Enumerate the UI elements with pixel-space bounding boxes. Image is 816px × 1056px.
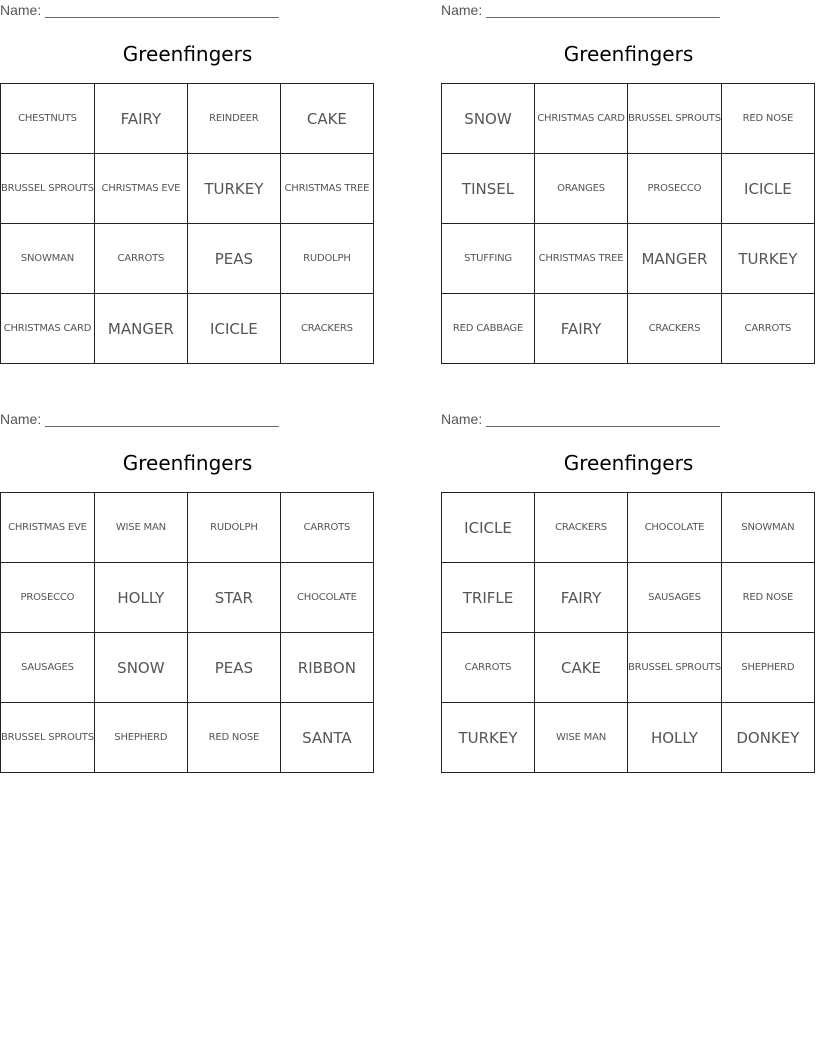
name-field: Name: ______________________________ xyxy=(0,411,279,427)
grid-cell: FAIRY xyxy=(94,84,187,154)
grid-cell: RED NOSE xyxy=(187,703,280,773)
grid-cell: CHOCOLATE xyxy=(280,563,373,633)
grid-row xyxy=(442,224,815,294)
grid-row xyxy=(442,563,815,633)
grid-cell: PEAS xyxy=(187,224,280,294)
grid-cell: CHRISTMAS CARD xyxy=(1,294,95,364)
bingo-grid xyxy=(0,492,374,773)
grid-cell: RUDOLPH xyxy=(280,224,373,294)
grid-cell: STUFFING xyxy=(442,224,535,294)
grid-row xyxy=(442,294,815,364)
grid-cell: CHRISTMAS EVE xyxy=(94,154,187,224)
grid-row xyxy=(1,84,374,154)
grid-cell: WISE MAN xyxy=(94,493,187,563)
grid-cell: RED NOSE xyxy=(721,84,814,154)
name-field: Name: ______________________________ xyxy=(0,2,279,18)
grid-cell: CARROTS xyxy=(721,294,814,364)
grid-cell: HOLLY xyxy=(94,563,187,633)
grid-cell: RIBBON xyxy=(280,633,373,703)
name-field: Name: ______________________________ xyxy=(441,2,720,18)
grid-cell: CRACKERS xyxy=(628,294,722,364)
grid-row xyxy=(442,154,815,224)
grid-cell: SNOW xyxy=(94,633,187,703)
grid-cell: FAIRY xyxy=(535,294,628,364)
card-title: Greenfingers xyxy=(122,42,253,66)
grid-cell: BRUSSEL SPROUTS xyxy=(628,633,722,703)
card-title: Greenfingers xyxy=(122,451,253,475)
grid-row xyxy=(1,633,374,703)
grid-row xyxy=(1,563,374,633)
grid-cell: CHESTNUTS xyxy=(1,84,95,154)
grid-cell: CHRISTMAS EVE xyxy=(1,493,95,563)
card-title: Greenfingers xyxy=(563,42,694,66)
grid-cell: CRACKERS xyxy=(535,493,628,563)
grid-cell: CAKE xyxy=(280,84,373,154)
grid-row xyxy=(442,84,815,154)
grid-cell: CHOCOLATE xyxy=(628,493,722,563)
grid-cell: DONKEY xyxy=(721,703,814,773)
grid-row xyxy=(442,703,815,773)
grid-cell: PEAS xyxy=(187,633,280,703)
grid-cell: ORANGES xyxy=(535,154,628,224)
grid-row xyxy=(1,224,374,294)
grid-cell: SHEPHERD xyxy=(721,633,814,703)
grid-cell: ICICLE xyxy=(187,294,280,364)
grid-cell: RED NOSE xyxy=(721,563,814,633)
grid-row xyxy=(1,294,374,364)
grid-cell: RED CABBAGE xyxy=(442,294,535,364)
grid-cell: ICICLE xyxy=(442,493,535,563)
grid-cell: TURKEY xyxy=(442,703,535,773)
grid-cell: TURKEY xyxy=(721,224,814,294)
grid-cell: PROSECCO xyxy=(628,154,722,224)
grid-cell: CHRISTMAS TREE xyxy=(280,154,373,224)
grid-cell: CARROTS xyxy=(280,493,373,563)
grid-cell: SNOW xyxy=(442,84,535,154)
grid-cell: CAKE xyxy=(535,633,628,703)
grid-cell: REINDEER xyxy=(187,84,280,154)
grid-cell: SNOWMAN xyxy=(1,224,95,294)
grid-row xyxy=(1,154,374,224)
grid-cell: TINSEL xyxy=(442,154,535,224)
grid-cell: BRUSSEL SPROUTS xyxy=(628,84,722,154)
grid-cell: MANGER xyxy=(94,294,187,364)
grid-row xyxy=(1,703,374,773)
grid-cell: SAUSAGES xyxy=(628,563,722,633)
grid-cell: RUDOLPH xyxy=(187,493,280,563)
grid-cell: FAIRY xyxy=(535,563,628,633)
grid-row xyxy=(442,493,815,563)
grid-cell: BRUSSEL SPROUTS xyxy=(1,703,95,773)
grid-cell: ICICLE xyxy=(721,154,814,224)
grid-cell: CRACKERS xyxy=(280,294,373,364)
grid-cell: MANGER xyxy=(628,224,722,294)
name-field: Name: ______________________________ xyxy=(441,411,720,427)
grid-cell: SHEPHERD xyxy=(94,703,187,773)
grid-cell: STAR xyxy=(187,563,280,633)
grid-cell: TURKEY xyxy=(187,154,280,224)
grid-cell: PROSECCO xyxy=(1,563,95,633)
grid-cell: TRIFLE xyxy=(442,563,535,633)
grid-cell: BRUSSEL SPROUTS xyxy=(1,154,95,224)
grid-cell: CARROTS xyxy=(442,633,535,703)
grid-cell: SNOWMAN xyxy=(721,493,814,563)
grid-cell: HOLLY xyxy=(628,703,722,773)
grid-row xyxy=(1,493,374,563)
grid-row xyxy=(442,633,815,703)
grid-cell: CHRISTMAS TREE xyxy=(535,224,628,294)
bingo-grid xyxy=(441,83,815,364)
grid-cell: SANTA xyxy=(280,703,373,773)
grid-cell: WISE MAN xyxy=(535,703,628,773)
grid-cell: SAUSAGES xyxy=(1,633,95,703)
bingo-grid xyxy=(0,83,374,364)
grid-cell: CARROTS xyxy=(94,224,187,294)
grid-cell: CHRISTMAS CARD xyxy=(535,84,628,154)
bingo-grid xyxy=(441,492,815,773)
card-title: Greenfingers xyxy=(563,451,694,475)
